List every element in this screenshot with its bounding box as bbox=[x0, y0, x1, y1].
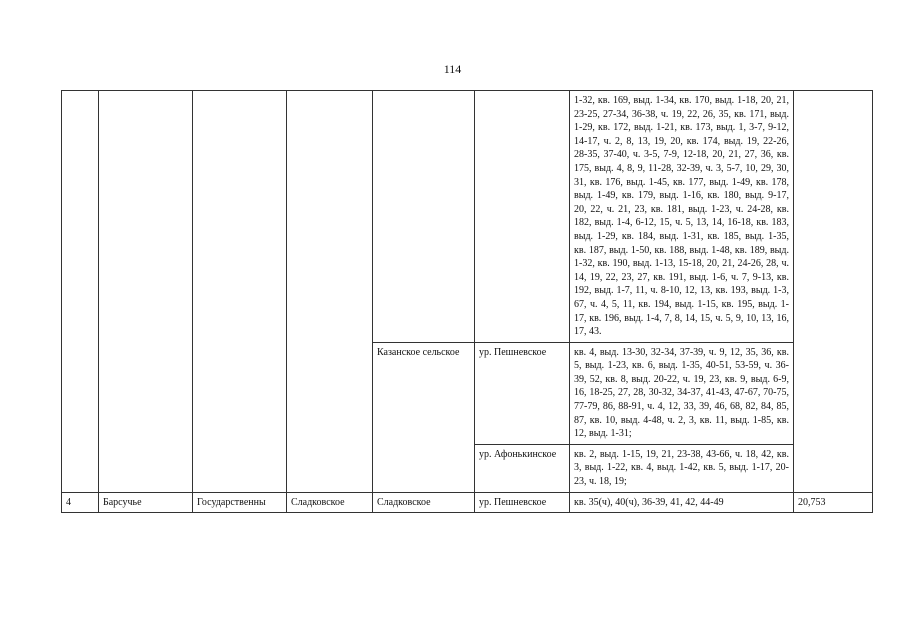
forestry-cell-empty bbox=[373, 91, 475, 343]
area-cell-empty bbox=[794, 91, 873, 493]
forestry-cell: Казанское сельское bbox=[373, 342, 475, 492]
page-number: 114 bbox=[443, 62, 462, 76]
quarters-cell: кв. 4, выд. 13-30, 32-34, 37-39, ч. 9, 12, 35, 36, кв. 5, выд. 1-23, кв. 6, выд. 1-35, 40-51, 53-59, ч. 36-39, 52, кв. 8, выд. 20-22, ч. 19, 23, кв. 9, выд. 6-9, 16, 18-25, 27, 28, 30-32, 34-37, 41-43, 47-67, 70-75, 77-79, 86, 88-91, ч. 4, 12, 33, 39, 46, 68, 82, 84, 85, 87, кв. 10, выд. 4-48, ч. 2, 3, кв. 11, выд. 1-85, кв. 12, выд. 1-31; bbox=[570, 342, 794, 444]
forestry-name: Сладковское bbox=[373, 492, 475, 513]
quarters-cell: 1-32, кв. 169, выд. 1-34, кв. 170, выд. 1-18, 20, 21, 23-25, 27-34, 36-38, ч. 19, 22, 26, 35, кв. 171, выд. 1-29, кв. 172, выд. 1-21, кв. 173, выд. 1, 3-7, 9-12, 14-17, ч. 2, 8, 13, 19, 20, кв. 174, выд. 19, 22-26, 28-35, 37-40, ч. 3-5, 7-9, 12-18, 20, 21, 27, 36, кв. 175, выд. 4, 8, 9, 11-28, 32-39, ч. 3, 5-7, 10, 29, 30, 31, кв. 176, выд. 1-45, кв. 177, выд. 1-49, кв. 178, выд. 1-49, кв. 179, выд. 1-16, кв. 180, выд. 9-17, 20, 22, ч. 21, 23, кв. 181, выд. 1-23, ч. 24-28, кв. 182, выд. 1-4, 6-12, 15, ч. 5, 13, 14, 16-18, кв. 183, выд. 1-29, кв. 184, выд. 1-31, кв. 185, выд. 1-35, кв. 187, выд. 1-50, кв. 188, выд. 1-48, кв. 189, выд. 1-32, кв. 190, выд. 1-13, 15-18, 20, 21, 24-26, 28, ч. 14, 19, 22, 23, 27, кв. 191, выд. 1-6, ч. 7, 9-13, кв. 192, выд. 1-7, 11, ч. 8-10, 12, 13, кв. 193, выд. 1-3, 67, ч. 4, 5, 11, кв. 194, выд. 1-15, кв. 195, выд. 1-17, кв. 196, выд. 1-4, 7, 8, 14, 15, ч. 5, 9, 10, 13, 16, 17, 43. bbox=[570, 91, 794, 343]
row-number: 4 bbox=[62, 492, 99, 513]
tract-cell: ур. Афонькинское bbox=[475, 444, 570, 492]
tract-cell: ур. Пешневское bbox=[475, 342, 570, 444]
object-name: Барсучье bbox=[99, 492, 193, 513]
district-cell-empty bbox=[287, 91, 373, 493]
table-row-4 bbox=[62, 492, 873, 513]
quarters-cell: кв. 2, выд. 1-15, 19, 21, 23-38, 43-66, ч. 18, 42, кв. 3, выд. 1-22, кв. 4, выд. 1-42, кв. 5, выд. 1-17, 20-23, ч. 18, 19; bbox=[570, 444, 794, 492]
protected-areas-table bbox=[61, 90, 873, 513]
num-cell-empty bbox=[62, 91, 99, 493]
quarters-cell: кв. 35(ч), 40(ч), 36-39, 41, 42, 44-49 bbox=[570, 492, 794, 513]
tract-name: ур. Пешневское bbox=[475, 492, 570, 513]
district-name: Сладковское bbox=[287, 492, 373, 513]
name-cell-empty bbox=[99, 91, 193, 493]
object-status: Государственны bbox=[193, 492, 287, 513]
tract-cell-empty bbox=[475, 91, 570, 343]
area-value: 20,753 bbox=[794, 492, 873, 513]
table-row-continuation bbox=[62, 91, 873, 343]
status-cell-empty bbox=[193, 91, 287, 493]
